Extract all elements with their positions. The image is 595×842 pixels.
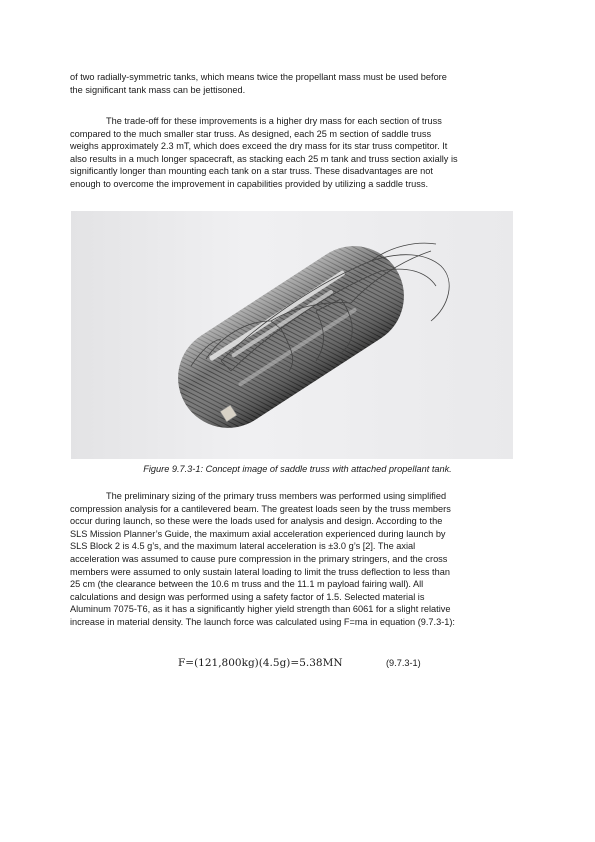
- paragraph-2: [70, 115, 522, 191]
- paragraph-line: increase in material density. The launch force was calculated using F=ma in equation (9.7.3-1):: [70, 616, 455, 627]
- paragraph-3: [70, 490, 522, 629]
- paragraph-line: The trade-off for these improvements is a higher dry mass for each section of truss: [106, 116, 442, 126]
- paragraph-line: compression analysis for a cantilevered beam. The greatest loads seen by the truss members: [70, 503, 451, 514]
- paragraph-line: of two radially-symmetric tanks, which means twice the propellant mass must be used before: [70, 72, 447, 82]
- paragraph-line: significantly longer than mounting each tank on a star truss. These disadvantages are not: [70, 166, 433, 177]
- tank-illustration: [71, 211, 513, 459]
- paragraph-line: occur during launch, so these were the loads used for analysis and design. According to the: [70, 516, 443, 527]
- paragraph-line: acceleration was assumed to cause pure compression in the primary stringers, and the cross: [70, 553, 448, 564]
- launch-force-equation: [178, 657, 421, 669]
- paragraph-line: members were assumed to only sustain lateral loading to limit the truss deflection to less than: [70, 566, 450, 577]
- paragraph-line: SLS Mission Planner’s Guide, the maximum axial acceleration experienced during launch by: [70, 528, 446, 539]
- paragraph-line: enough to overcome the improvement in capabilities provided by utilizing a saddle truss.: [70, 178, 428, 189]
- paragraph-line: compared to the much smaller star truss. As designed, each 25 m section of saddle truss: [70, 128, 432, 139]
- paragraph-line: the significant tank mass can be jettisoned.: [70, 84, 246, 95]
- equation-text: F=(121,800kg)(4.5g)=5.38MN: [178, 657, 343, 669]
- equation-number: (9.7.3-1): [386, 658, 421, 668]
- paragraph-line: 25 cm (the clearance between the 10.6 m truss and the 11.1 m payload fairing wall). All: [70, 579, 424, 590]
- paragraph-line: weighs approximately 2.3 mT, which does exceed the dry mass for its star truss competitor. It: [70, 141, 448, 152]
- paragraph-line: SLS Block 2 is 4.5 g’s, and the maximum lateral acceleration is ±3.0 g’s [2]. The axial: [70, 541, 416, 552]
- paragraph-line: also results in a much longer spacecraft, as stacking each 25 m tank and truss section axially is: [70, 153, 458, 164]
- propellant-tank: [159, 227, 423, 447]
- figure-caption: Figure 9.7.3-1: Concept image of saddle truss with attached propellant tank.: [143, 464, 452, 474]
- paragraph-line: Aluminum 7075-T6, as it has a significantly higher yield strength than 6061 for a slight relative: [70, 604, 451, 615]
- saddle-truss-tank-figure: [71, 211, 513, 459]
- paragraph-line: The preliminary sizing of the primary truss members was performed using simplified: [106, 491, 447, 501]
- paragraph-line: calculations and design was performed using a safety factor of 1.5. Selected material is: [70, 591, 425, 602]
- paragraph-1: [70, 71, 522, 96]
